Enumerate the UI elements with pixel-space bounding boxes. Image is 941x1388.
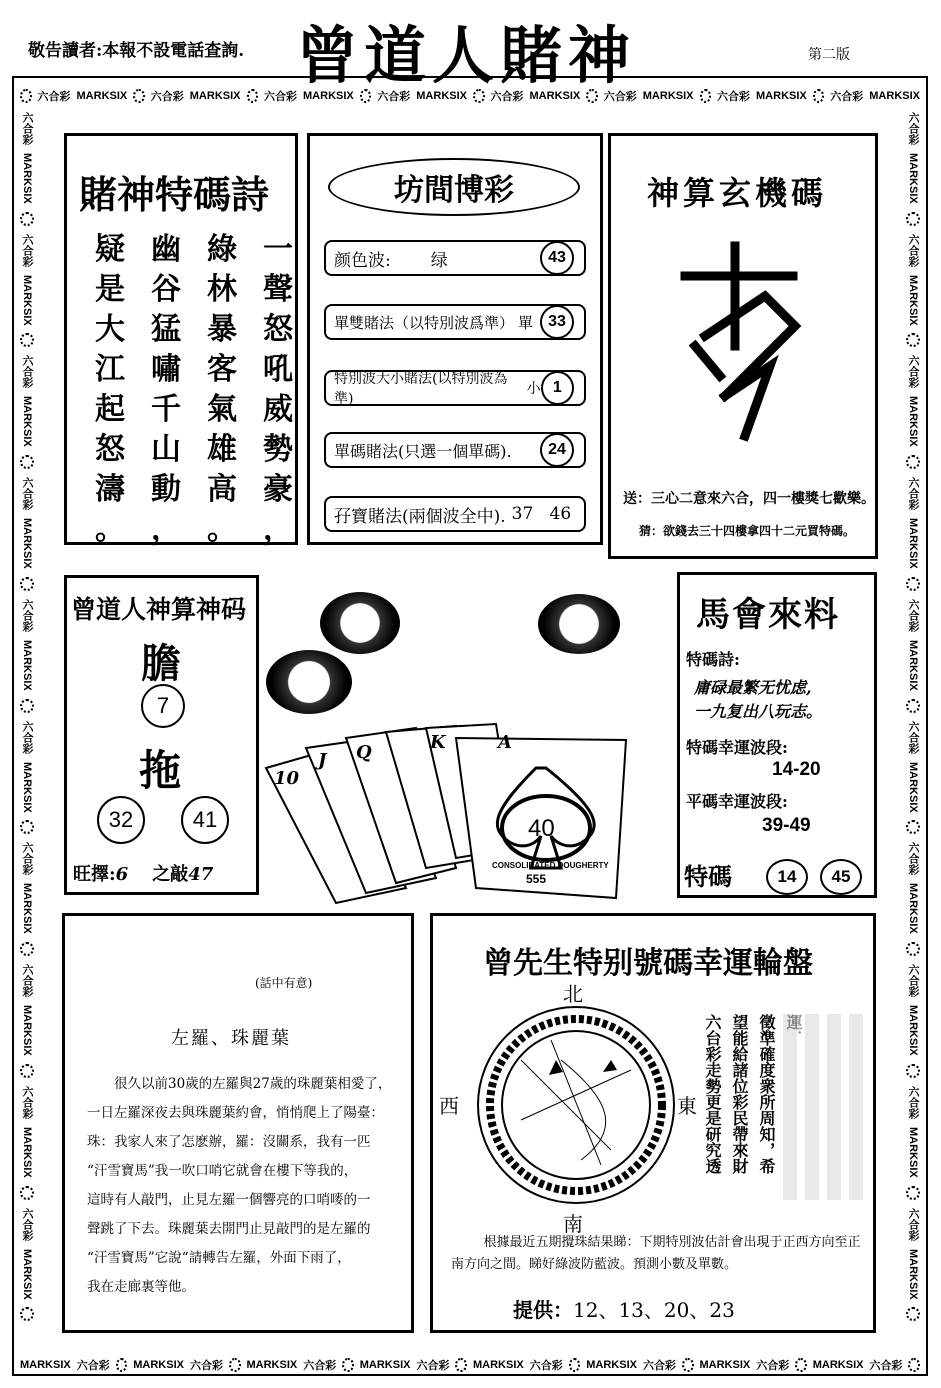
mahui-flat-value: 39-49 bbox=[762, 815, 811, 836]
mahui-tema-label: 特碼 bbox=[684, 862, 732, 891]
flower-icon bbox=[906, 1307, 920, 1321]
flower-icon bbox=[700, 89, 712, 103]
cards-illustration bbox=[256, 718, 676, 908]
flower-icon bbox=[455, 1358, 467, 1372]
page-title: 曾道人賭神 bbox=[296, 19, 637, 92]
flower-icon bbox=[133, 89, 145, 103]
number-ball: 33 bbox=[540, 305, 574, 339]
eye-left bbox=[320, 592, 400, 654]
mahui-lucky-label: 特碼幸運波段: bbox=[686, 738, 788, 757]
zeng-ball: 7 bbox=[141, 684, 185, 728]
flower-icon bbox=[682, 1358, 694, 1372]
flower-icon bbox=[20, 1064, 34, 1078]
wheel-analysis: 根據最近五期攪珠結果睇：下期特別波估計會出現于正西方向至正南方向之間。睇好綠波防藍波。預測小數及單數。 bbox=[451, 1235, 861, 1272]
poem-title: 賭神特碼詩 bbox=[79, 172, 270, 217]
mahui-tema-ball: 45 bbox=[820, 859, 862, 895]
card-rank-label: J bbox=[318, 750, 327, 771]
eye-right bbox=[538, 594, 620, 654]
zeng-ball: 32 bbox=[97, 796, 145, 844]
fangjian-box bbox=[307, 133, 603, 545]
flower-icon bbox=[20, 577, 34, 591]
wheel-provide: 提供：12、13、20、23 bbox=[513, 1298, 735, 1322]
number-ball: 24 bbox=[540, 433, 574, 467]
card-rank-label: K bbox=[430, 732, 446, 753]
flower-icon bbox=[20, 1186, 34, 1200]
flower-icon bbox=[908, 1358, 920, 1372]
mahui-lucky-value: 14-20 bbox=[772, 759, 821, 780]
card-rank-label: A bbox=[498, 732, 512, 753]
flower-icon bbox=[906, 699, 920, 713]
fangjian-row: 單雙賭法（以特別波爲準） 單 33 bbox=[324, 304, 586, 340]
zeng-box bbox=[64, 575, 259, 895]
zeng-char-dan: 膽 bbox=[141, 640, 181, 687]
flower-icon bbox=[906, 1186, 920, 1200]
number-ball: 43 bbox=[540, 241, 574, 275]
zeng-title: 曾道人神算神码 bbox=[71, 595, 247, 624]
wheel-vertical-text: 徵準確度衆所周知，希 望能給諸位彩民帶來財 六台彩走勢更是研究透 bbox=[703, 1014, 776, 1174]
wheel-box bbox=[430, 913, 876, 1333]
mahui-tema-ball: 14 bbox=[766, 859, 808, 895]
flower-icon bbox=[20, 89, 32, 103]
bottom-strip: MARKSIX 六合彩 MARKSIX 六合彩 MARKSIX 六合彩 MARKSIX 六合彩 MARKSIX 六合彩 MARKSIX 六合彩 MARKSIX 六合彩 MARKSIX 六合彩 bbox=[20, 1355, 920, 1375]
flower-icon bbox=[20, 820, 34, 834]
number-ball: 1 bbox=[541, 371, 574, 405]
wheel-east: 東 bbox=[677, 1094, 697, 1118]
shensuan-box bbox=[608, 133, 878, 559]
right-strip: 六合彩 MARKSIX 六合彩 MARKSIX 六合彩 MARKSIX 六合彩 MARKSIX 六合彩 MARKSIX 六合彩 MARKSIX 六合彩 MARKSIX 六合彩 MARKSIX 六合彩 MARKSIX 六合彩 MARKSIX bbox=[902, 112, 924, 1350]
zeng-char-tuo: 拖 bbox=[139, 746, 182, 795]
flower-icon bbox=[20, 699, 34, 713]
flower-icon bbox=[906, 577, 920, 591]
flower-icon bbox=[20, 212, 34, 226]
poem-grid: 疑 是 大 江 起 怒 濤 。 幽 谷 猛 嘯 千 山 動 ， 綠 林 暴 客 氣 雄 高 。 一 聲 怒 吼 威 勢 豪 ， bbox=[95, 232, 293, 547]
poem-box bbox=[64, 133, 298, 545]
shensuan-title: 神算玄機碼 bbox=[647, 174, 828, 212]
flower-icon bbox=[20, 942, 34, 956]
flower-icon bbox=[906, 455, 920, 469]
mahui-poem-line: 一九复出八玩志。 bbox=[694, 702, 823, 721]
fortune-wheel bbox=[461, 1000, 691, 1210]
header-notice: 敬告讀者:本報不設電話查詢. bbox=[28, 41, 245, 61]
wheel-west: 西 bbox=[439, 1094, 459, 1118]
flower-icon bbox=[906, 1064, 920, 1078]
card-rank-label: 10 bbox=[274, 768, 300, 789]
eye-bottom bbox=[266, 650, 352, 714]
card-rank-label: Q bbox=[356, 742, 372, 763]
wheel-south: 南 bbox=[563, 1212, 583, 1236]
flower-icon bbox=[229, 1358, 241, 1372]
flower-icon bbox=[20, 455, 34, 469]
mystery-glyph-icon bbox=[675, 236, 815, 446]
flower-icon bbox=[795, 1358, 807, 1372]
card-banner: CONSOLIDATED DOUGHERTY bbox=[492, 861, 609, 870]
fangjian-row: 颜色波: 绿 43 bbox=[324, 240, 586, 276]
shensuan-send: 送：三心二意來六合，四一樓獎七歡樂。 bbox=[623, 491, 875, 507]
mahui-title: 馬會來料 bbox=[696, 595, 840, 635]
story-body: 很久以前30歲的左羅與27歲的珠麗葉相愛了， 一日左羅深夜去與珠麗葉約會，悄悄爬上了陽臺： 珠：我家人來了怎麽辦，羅：沒關系，我有一匹 “汗雪寶馬”我一吹口哨它就會在樓下等我的， 這時有人敲門，止見左羅一個響亮的口哨嘜的一 聲跳了下去。珠麗葉去開門止見敲門的是左羅的 “汗雪寶馬”它說“請轉告左羅，外面下雨了， 我在走廊裏等他。 bbox=[87, 1076, 392, 1295]
flower-icon bbox=[569, 1358, 581, 1372]
flower-icon bbox=[586, 89, 598, 103]
wheel-faded-columns bbox=[783, 1014, 869, 1200]
story-title: 左羅、珠麗葉 bbox=[171, 1028, 291, 1049]
shensuan-guess: 猜：欲錢去三十四樓拿四十二元買特碼。 bbox=[639, 524, 856, 538]
flower-icon bbox=[247, 89, 259, 103]
mahui-flat-label: 平碼幸運波段: bbox=[686, 792, 788, 811]
left-strip: 六合彩 MARKSIX 六合彩 MARKSIX 六合彩 MARKSIX 六合彩 MARKSIX 六合彩 MARKSIX 六合彩 MARKSIX 六合彩 MARKSIX 六合彩 MARKSIX 六合彩 MARKSIX 六合彩 MARKSIX bbox=[16, 112, 38, 1350]
flower-icon bbox=[20, 333, 34, 347]
story-caption: (話中有意) bbox=[255, 976, 313, 990]
zeng-footer: 旺擇:6 之敲47 bbox=[73, 864, 214, 885]
flower-icon bbox=[906, 333, 920, 347]
mahui-poem-line: 庸碌最繁无忧虑, bbox=[694, 678, 812, 697]
fangjian-row: 特別波大小賭法(以特別波為準) 小 1 bbox=[324, 370, 586, 406]
flower-icon bbox=[906, 942, 920, 956]
story-box bbox=[62, 913, 414, 1333]
flower-icon bbox=[906, 212, 920, 226]
flower-icon bbox=[473, 89, 485, 103]
top-strip: 六合彩 MARKSIX 六合彩 MARKSIX 六合彩 MARKSIX 六合彩 MARKSIX 六合彩 MARKSIX 六合彩 MARKSIX 六合彩 MARKSIX 六合彩 MARKSIX bbox=[20, 86, 920, 106]
zeng-ball: 41 bbox=[181, 796, 229, 844]
flower-icon bbox=[342, 1358, 354, 1372]
fangjian-row: 單碼賭法(只選一個單碼). 24 bbox=[324, 432, 586, 468]
fangjian-row: 孖寶賭法(兩個波全中). 37 46 bbox=[324, 496, 586, 532]
flower-icon bbox=[813, 89, 825, 103]
card-center-number: 40 bbox=[528, 815, 555, 842]
flower-icon bbox=[360, 89, 372, 103]
card-footer-number: 555 bbox=[526, 872, 547, 886]
mahui-poem-label: 特碼詩: bbox=[686, 650, 740, 669]
fangjian-title-oval: 坊間博彩 bbox=[328, 158, 580, 216]
flower-icon bbox=[20, 1307, 34, 1321]
flower-icon bbox=[906, 820, 920, 834]
mahui-box bbox=[677, 572, 877, 898]
flower-icon bbox=[116, 1358, 128, 1372]
wheel-title: 曾先生特别號碼幸運輪盤 bbox=[483, 946, 813, 981]
edition-label: 第二版 bbox=[808, 47, 850, 63]
wheel-north: 北 bbox=[563, 982, 583, 1006]
